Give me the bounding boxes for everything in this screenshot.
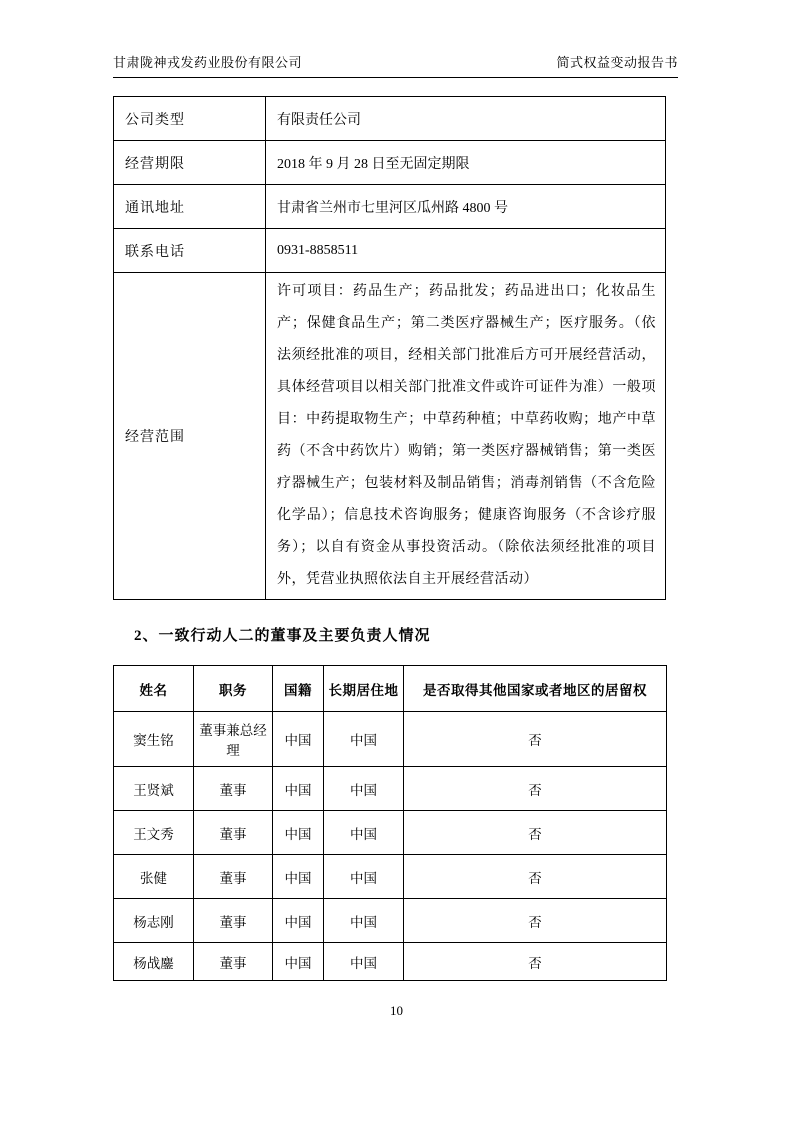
director-permit-status: 否 xyxy=(404,899,667,943)
column-header: 是否取得其他国家或者地区的居留权 xyxy=(404,666,667,712)
director-position: 董事 xyxy=(194,855,273,899)
header-company-name: 甘肃陇神戎发药业股份有限公司 xyxy=(113,55,303,70)
company-field-label: 通讯地址 xyxy=(114,185,266,229)
director-residence: 中国 xyxy=(324,855,404,899)
header-doc-title: 简式权益变动报告书 xyxy=(556,55,678,70)
column-header: 职务 xyxy=(194,666,273,712)
director-nationality: 中国 xyxy=(273,811,324,855)
company-field-value: 0931-8858511 xyxy=(266,229,666,273)
director-residence: 中国 xyxy=(324,712,404,767)
page-header xyxy=(113,52,678,78)
director-row xyxy=(114,855,667,899)
company-field-label: 联系电话 xyxy=(114,229,266,273)
director-position: 董事 xyxy=(194,767,273,811)
company-info-table-body xyxy=(114,97,666,600)
director-name: 杨战鏖 xyxy=(114,943,194,981)
director-permit-status: 否 xyxy=(404,712,667,767)
company-info-row xyxy=(114,229,666,273)
director-row xyxy=(114,712,667,767)
column-header: 国籍 xyxy=(273,666,324,712)
director-position: 董事 xyxy=(194,811,273,855)
company-field-value: 甘肃省兰州市七里河区瓜州路 4800 号 xyxy=(266,185,666,229)
company-field-value: 2018 年 9 月 28 日至无固定期限 xyxy=(266,141,666,185)
company-field-value: 有限责任公司 xyxy=(266,97,666,141)
company-info-row xyxy=(114,141,666,185)
director-permit-status: 否 xyxy=(404,943,667,981)
directors-table-header-row xyxy=(114,666,667,712)
director-nationality: 中国 xyxy=(273,899,324,943)
director-residence: 中国 xyxy=(324,767,404,811)
director-nationality: 中国 xyxy=(273,943,324,981)
director-row xyxy=(114,767,667,811)
page-number: 10 xyxy=(390,1003,403,1018)
director-position: 董事 xyxy=(194,899,273,943)
company-field-value: 许可项目：药品生产；药品批发；药品进出口；化妆品生产；保健食品生产；第二类医疗器械生产；医疗服务。（依法须经批准的项目，经相关部门批准后方可开展经营活动，具体经营项目以相关部门批准文件或许可证件为准）一般项目：中药提取物生产；中草药种植；中草药收购；地产中草药（不含中药饮片）购销；第一类医疗器械销售；第一类医疗器械生产；包装材料及制品销售；消毒剂销售（不含危险化学品）；信息技术咨询服务；健康咨询服务（不含诊疗服务）；以自有资金从事投资活动。（除依法须经批准的项目外，凭营业执照依法自主开展经营活动） xyxy=(266,273,666,600)
director-name: 窦生铭 xyxy=(114,712,194,767)
director-name: 王文秀 xyxy=(114,811,194,855)
director-nationality: 中国 xyxy=(273,712,324,767)
company-info-row xyxy=(114,273,666,600)
company-info-table xyxy=(113,96,666,600)
director-row xyxy=(114,899,667,943)
director-residence: 中国 xyxy=(324,899,404,943)
company-info-row xyxy=(114,185,666,229)
director-row xyxy=(114,811,667,855)
director-permit-status: 否 xyxy=(404,855,667,899)
director-position: 董事兼总经理 xyxy=(194,712,273,767)
director-nationality: 中国 xyxy=(273,767,324,811)
director-nationality: 中国 xyxy=(273,855,324,899)
director-row xyxy=(114,943,667,981)
column-header: 姓名 xyxy=(114,666,194,712)
company-field-label: 经营范围 xyxy=(114,273,266,600)
column-header: 长期居住地 xyxy=(324,666,404,712)
company-field-label: 公司类型 xyxy=(114,97,266,141)
director-permit-status: 否 xyxy=(404,767,667,811)
director-residence: 中国 xyxy=(324,943,404,981)
director-position: 董事 xyxy=(194,943,273,981)
company-field-label: 经营期限 xyxy=(114,141,266,185)
director-permit-status: 否 xyxy=(404,811,667,855)
section-heading: 2、一致行动人二的董事及主要负责人情况 xyxy=(134,628,431,644)
director-name: 王贤斌 xyxy=(114,767,194,811)
director-residence: 中国 xyxy=(324,811,404,855)
director-name: 杨志刚 xyxy=(114,899,194,943)
company-info-row xyxy=(114,97,666,141)
directors-table-body xyxy=(114,712,667,981)
directors-table xyxy=(113,665,667,981)
director-name: 张健 xyxy=(114,855,194,899)
